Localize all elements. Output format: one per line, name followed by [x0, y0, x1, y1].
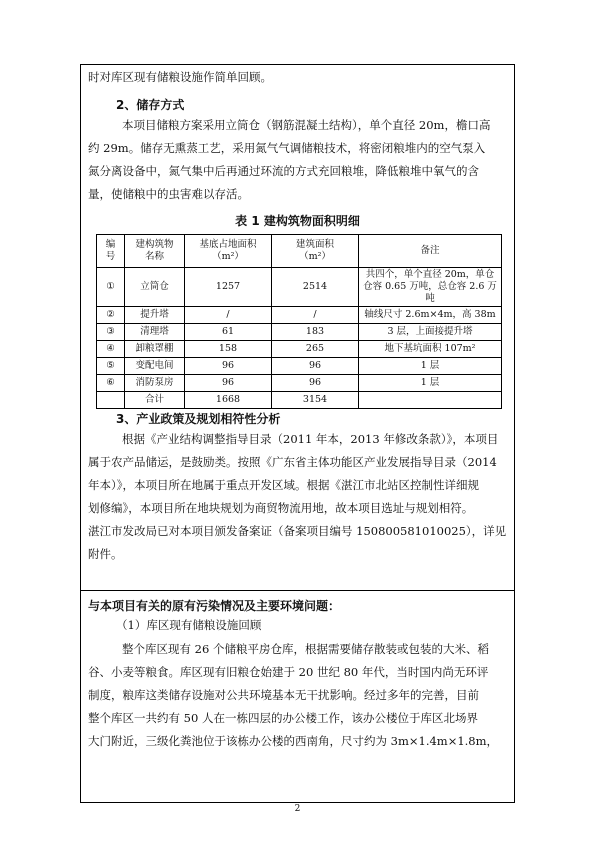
- section2-line: 约 29m。储存无熏蒸工艺，采用氮气气调储粮技术，将密闭粮堆内的空气泵入: [88, 141, 486, 155]
- pollution-line: 制度，粮库这类储存设施对公共环境基本无干扰影响。经过多年的完善，目前: [88, 688, 479, 702]
- header-building-area: 建筑面积 （m²）: [272, 235, 359, 268]
- section3-line: 附件。: [88, 547, 123, 561]
- section3-line: 划修编》，本项目所在地块规划为商贸物流用地，故本项目选址与规划相符。: [88, 501, 474, 515]
- page-number: 2: [294, 804, 301, 814]
- pollution-line: 谷、小麦等粮食。库区现有旧粮仓始建于 20 世纪 80 年代，当时国内尚无环评: [88, 665, 489, 679]
- header-base-area: 基底占地面积 （m²）: [185, 235, 272, 268]
- table-header-row: [97, 235, 502, 268]
- cell-area: 96: [272, 358, 359, 375]
- cell-area: /: [272, 307, 359, 324]
- cell-base: /: [185, 307, 272, 324]
- table-total-row: [97, 392, 502, 409]
- cell-note: [359, 392, 502, 409]
- cell-name: 合计: [125, 392, 185, 409]
- table-row: [97, 341, 502, 358]
- cell-area: 183: [272, 324, 359, 341]
- cell-note: 轴线尺寸 2.6m×4m，高 38m: [359, 307, 502, 324]
- section3-line: 属于农产品储运，是鼓励类。按照《广东省主体功能区产业发展指导目录（2014: [88, 455, 497, 469]
- cell-area: 96: [272, 375, 359, 392]
- table-row: [97, 268, 502, 307]
- cell-base: 61: [185, 324, 272, 341]
- table-row: [97, 324, 502, 341]
- section2-line: 本项目储粮方案采用立筒仓（钢筋混凝土结构），单个直径 20m，檐口高: [122, 118, 491, 132]
- pollution-line: 整个库区一共约有 50 人在一栋四层的办公楼工作，该办公楼位于库区北场界: [88, 711, 478, 725]
- pollution-paragraph: [88, 638, 508, 753]
- section2-line: 量，使储粮中的虫害难以存活。: [88, 187, 249, 201]
- cell-area: 265: [272, 341, 359, 358]
- cell-note: 1 层: [359, 358, 502, 375]
- section3-line: 根据《产业结构调整指导目录（2011 年本，2013 年修改条款）》，本项目: [122, 432, 499, 446]
- building-area-table: [96, 234, 502, 409]
- cell-name: 消防泵房: [125, 375, 185, 392]
- section3-line: 湛江市发改局已对本项目颁发备案证（备案项目编号 150800581010025），详见: [88, 524, 507, 538]
- section3-line: 年本）》，本项目所在地属于重点开发区域。根据《湛江市北站区控制性详细规: [88, 478, 479, 492]
- cell-no: ②: [97, 307, 125, 324]
- table-caption: 表 1 建构筑物面积明细: [235, 214, 360, 228]
- header-name: 建构筑物 名称: [125, 235, 185, 268]
- section3-paragraph: [88, 428, 508, 566]
- cell-no: ⑥: [97, 375, 125, 392]
- top-line: 时对库区现有储粮设施作简单回顾。: [88, 70, 272, 84]
- pollution-heading: 与本项目有关的原有污染情况及主要环境问题：: [88, 599, 341, 613]
- header-no: 编 号: [97, 235, 125, 268]
- section3-heading: 3、产业政策及规划相符性分析: [116, 412, 281, 426]
- section2-heading: 2、储存方式: [116, 98, 185, 112]
- cell-base: 96: [185, 375, 272, 392]
- cell-base: 158: [185, 341, 272, 358]
- pollution-line: 整个库区现有 26 个储粮平房仓库，根据需要储存散装或包装的大米、稻: [122, 642, 489, 656]
- cell-no: [97, 392, 125, 409]
- cell-name: 变配电间: [125, 358, 185, 375]
- cell-area: 3154: [272, 392, 359, 409]
- cell-note: 1 层: [359, 375, 502, 392]
- cell-area: 2514: [272, 268, 359, 307]
- cell-note: 共四个，单个直径 20m，单仓 仓容 0.65 万吨，总仓容 2.6 万吨: [359, 268, 502, 307]
- section2-line: 氮分离设备中，氮气集中后再通过环流的方式充回粮堆，降低粮堆中氧气的含: [88, 164, 479, 178]
- cell-base: 1257: [185, 268, 272, 307]
- cell-base: 96: [185, 358, 272, 375]
- cell-no: ④: [97, 341, 125, 358]
- section-divider: [80, 590, 515, 591]
- pollution-line: 大门附近，三级化粪池位于该栋办公楼的西南角，尺寸约为 3m×1.4m×1.8m，: [88, 734, 499, 748]
- table-row: [97, 358, 502, 375]
- cell-no: ⑤: [97, 358, 125, 375]
- cell-name: 清理塔: [125, 324, 185, 341]
- cell-base: 1668: [185, 392, 272, 409]
- pollution-subheading: （1）库区现有储粮设施回顾: [116, 618, 262, 632]
- cell-name: 立筒仓: [125, 268, 185, 307]
- section2-paragraph: [88, 114, 508, 206]
- cell-name: 卸粮罩棚: [125, 341, 185, 358]
- cell-no: ①: [97, 268, 125, 307]
- table-row: [97, 307, 502, 324]
- cell-no: ③: [97, 324, 125, 341]
- cell-name: 提升塔: [125, 307, 185, 324]
- cell-note: 3 层，上面接提升塔: [359, 324, 502, 341]
- header-note: 备注: [359, 235, 502, 268]
- cell-note: 地下基坑面积 107m²: [359, 341, 502, 358]
- table-row: [97, 375, 502, 392]
